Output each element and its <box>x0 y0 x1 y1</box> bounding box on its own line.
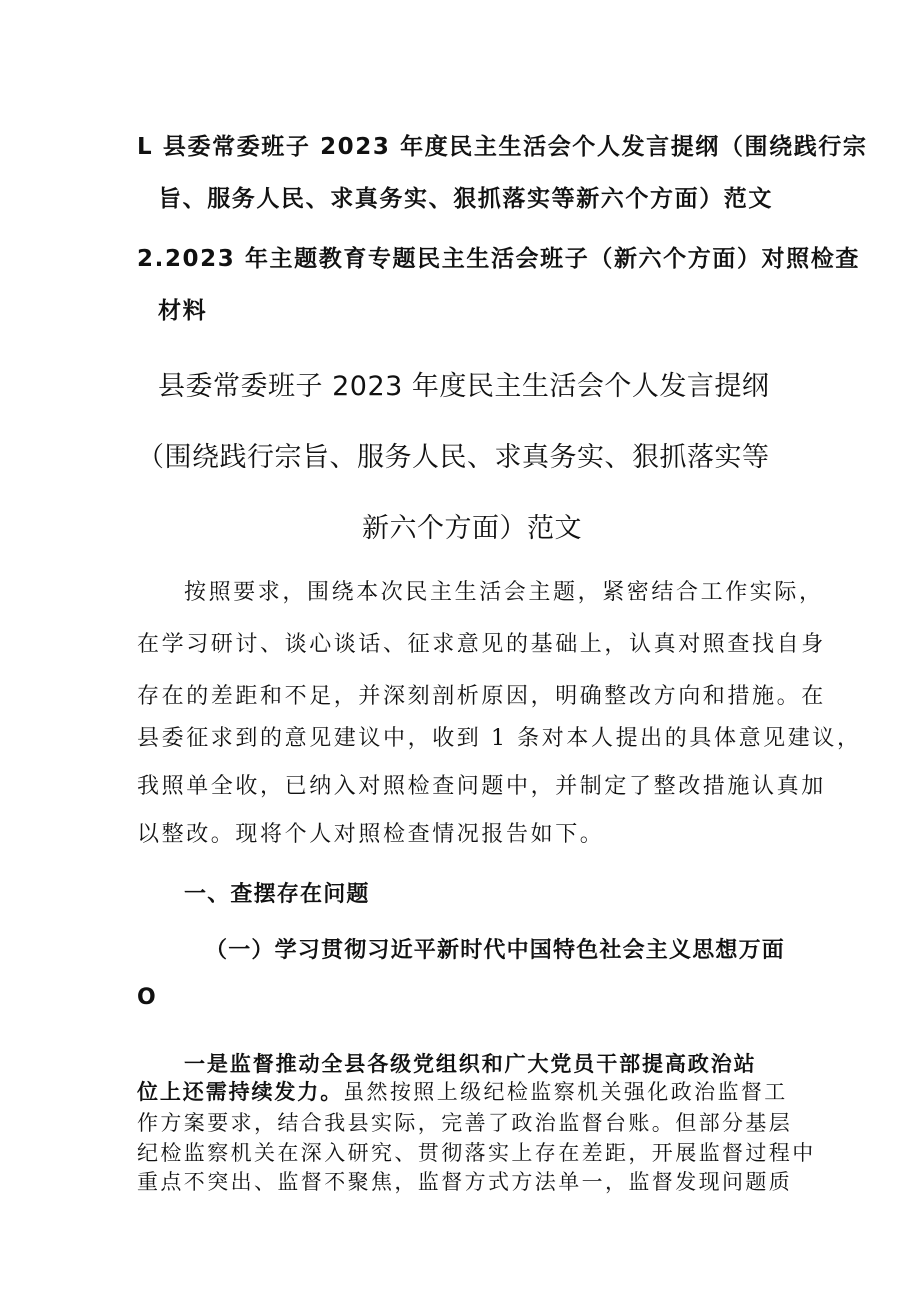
document-title-line-1: 县委常委班子 2023 年度民主生活会个人发言提纲 <box>158 371 770 402</box>
section-1-heading: 一、查摆存在问题 <box>184 882 370 907</box>
point-1-line-2-text: 虽然按照上级纪检监察机关强化政治监督工 <box>343 1080 788 1104</box>
intro-line-6: 以整改。现将个人对照检查情况报告如下。 <box>137 822 605 847</box>
point-1-bold-tail: 位上还需持续发力。 <box>137 1080 344 1104</box>
intro-line-2: 在学习研讨、谈心谈话、征求意见的基础上，认真对照查找自身 <box>137 632 826 657</box>
point-1-line-1 <box>184 1048 757 1078</box>
toc-item-2-line-1: 2.2023 年主题教育专题民主生活会班子（新六个方面）对照检查 <box>137 246 860 272</box>
subsection-1-heading-line-1: （一）学习贯彻习近平新时代中国特色社会主义思想万面 <box>205 938 786 963</box>
point-1-line-5: 重点不突出、监督不聚焦，监督方式方法单一，监督发现问题质 <box>137 1170 793 1194</box>
document-title-line-3: 新六个方面）范文 <box>362 513 582 544</box>
toc-item-1-line-2: 旨、服务人民、求真务实、狠抓落实等新六个方面）范文 <box>158 186 773 212</box>
subsection-1-heading-line-2: O <box>137 985 157 1010</box>
point-1-line-2 <box>137 1076 788 1106</box>
point-1-line-3: 作方案要求，结合我县实际，完善了政治监督台账。但部分基层 <box>137 1111 793 1135</box>
toc-item-2-line-2: 材料 <box>158 298 208 324</box>
toc-item-1-line-1: L 县委常委班子 2023 年度民主生活会个人发言提纲（围绕践行宗 <box>137 134 868 160</box>
document-title-line-2: （围绕践行宗旨、服务人民、求真务实、狠抓落实等 <box>137 442 770 473</box>
intro-line-5: 我照单全收，已纳入对照检查问题中，并制定了整改措施认真加 <box>137 774 826 799</box>
intro-line-3: 存在的差距和不足，并深刻剖析原因，明确整改方向和措施。在 <box>137 684 826 709</box>
intro-line-1: 按照要求，围绕本次民主生活会主题，紧密结合工作实际， <box>184 580 824 605</box>
intro-line-4: 县委征求到的意见建议中，收到 1 条对本人提出的具体意见建议， <box>137 726 862 751</box>
point-1-line-4: 纪检监察机关在深入研究、贯彻落实上存在差距，开展监督过程中 <box>137 1141 816 1165</box>
point-1-bold-lead: 一是监督推动全县各级党组织和广大党员干部提高政治站 <box>184 1052 757 1076</box>
